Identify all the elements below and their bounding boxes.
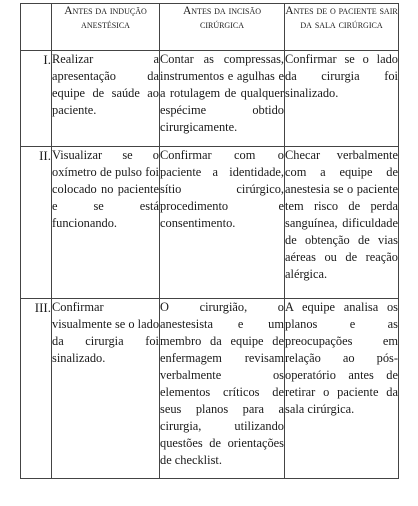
table-cell: Confirmar com o paciente a identidade, sítio cirúrgico, procedimento e consentimento. xyxy=(160,147,285,299)
table-cell: Realizar a apresentação da equipe de saúde ao paciente. xyxy=(52,51,160,147)
surgical-checklist-table xyxy=(20,3,399,479)
row-number: II. xyxy=(21,147,52,299)
table-cell: Confirmar se o lado da cirurgia foi sinalizado. xyxy=(285,51,399,147)
row-number: III. xyxy=(21,299,52,479)
table-cell: Visualizar se o oxímetro de pulso foi colocado no paciente e se está funcionando. xyxy=(52,147,160,299)
header-before-leaving-room: Antes de o paciente sair da sala cirúrgica xyxy=(285,4,399,51)
table-cell: Confirmar visualmente se o lado da cirurgia foi sinalizado. xyxy=(52,299,160,479)
header-before-anesthesia: Antes da indução anestésica xyxy=(52,4,160,51)
table-cell: Checar verbalmente com a equipe de anestesia se o paciente tem risco de perda sanguínea, dificuldade de obtenção de vias aéreas ou de reação alérgica. xyxy=(285,147,399,299)
header-before-incision: Antes da incisão cirúrgica xyxy=(160,4,285,51)
table-row xyxy=(21,147,399,299)
table-cell: Contar as compressas, instrumentos e agulhas e a rotulagem de qualquer espécime obtido cirurgicamente. xyxy=(160,51,285,147)
table-cell: O cirurgião, o anestesista e um membro da equipe de enfermagem revisam verbalmente os elementos críticos de seus planos para a cirurgia, utilizando questões de orientações de checklist. xyxy=(160,299,285,479)
row-number: I. xyxy=(21,51,52,147)
header-row xyxy=(21,4,399,51)
table-row xyxy=(21,51,399,147)
header-corner xyxy=(21,4,52,51)
table-cell: A equipe analisa os planos e as preocupações em relação ao pós-operatório antes de retirar o paciente da sala cirúrgica. xyxy=(285,299,399,479)
table-row xyxy=(21,299,399,479)
